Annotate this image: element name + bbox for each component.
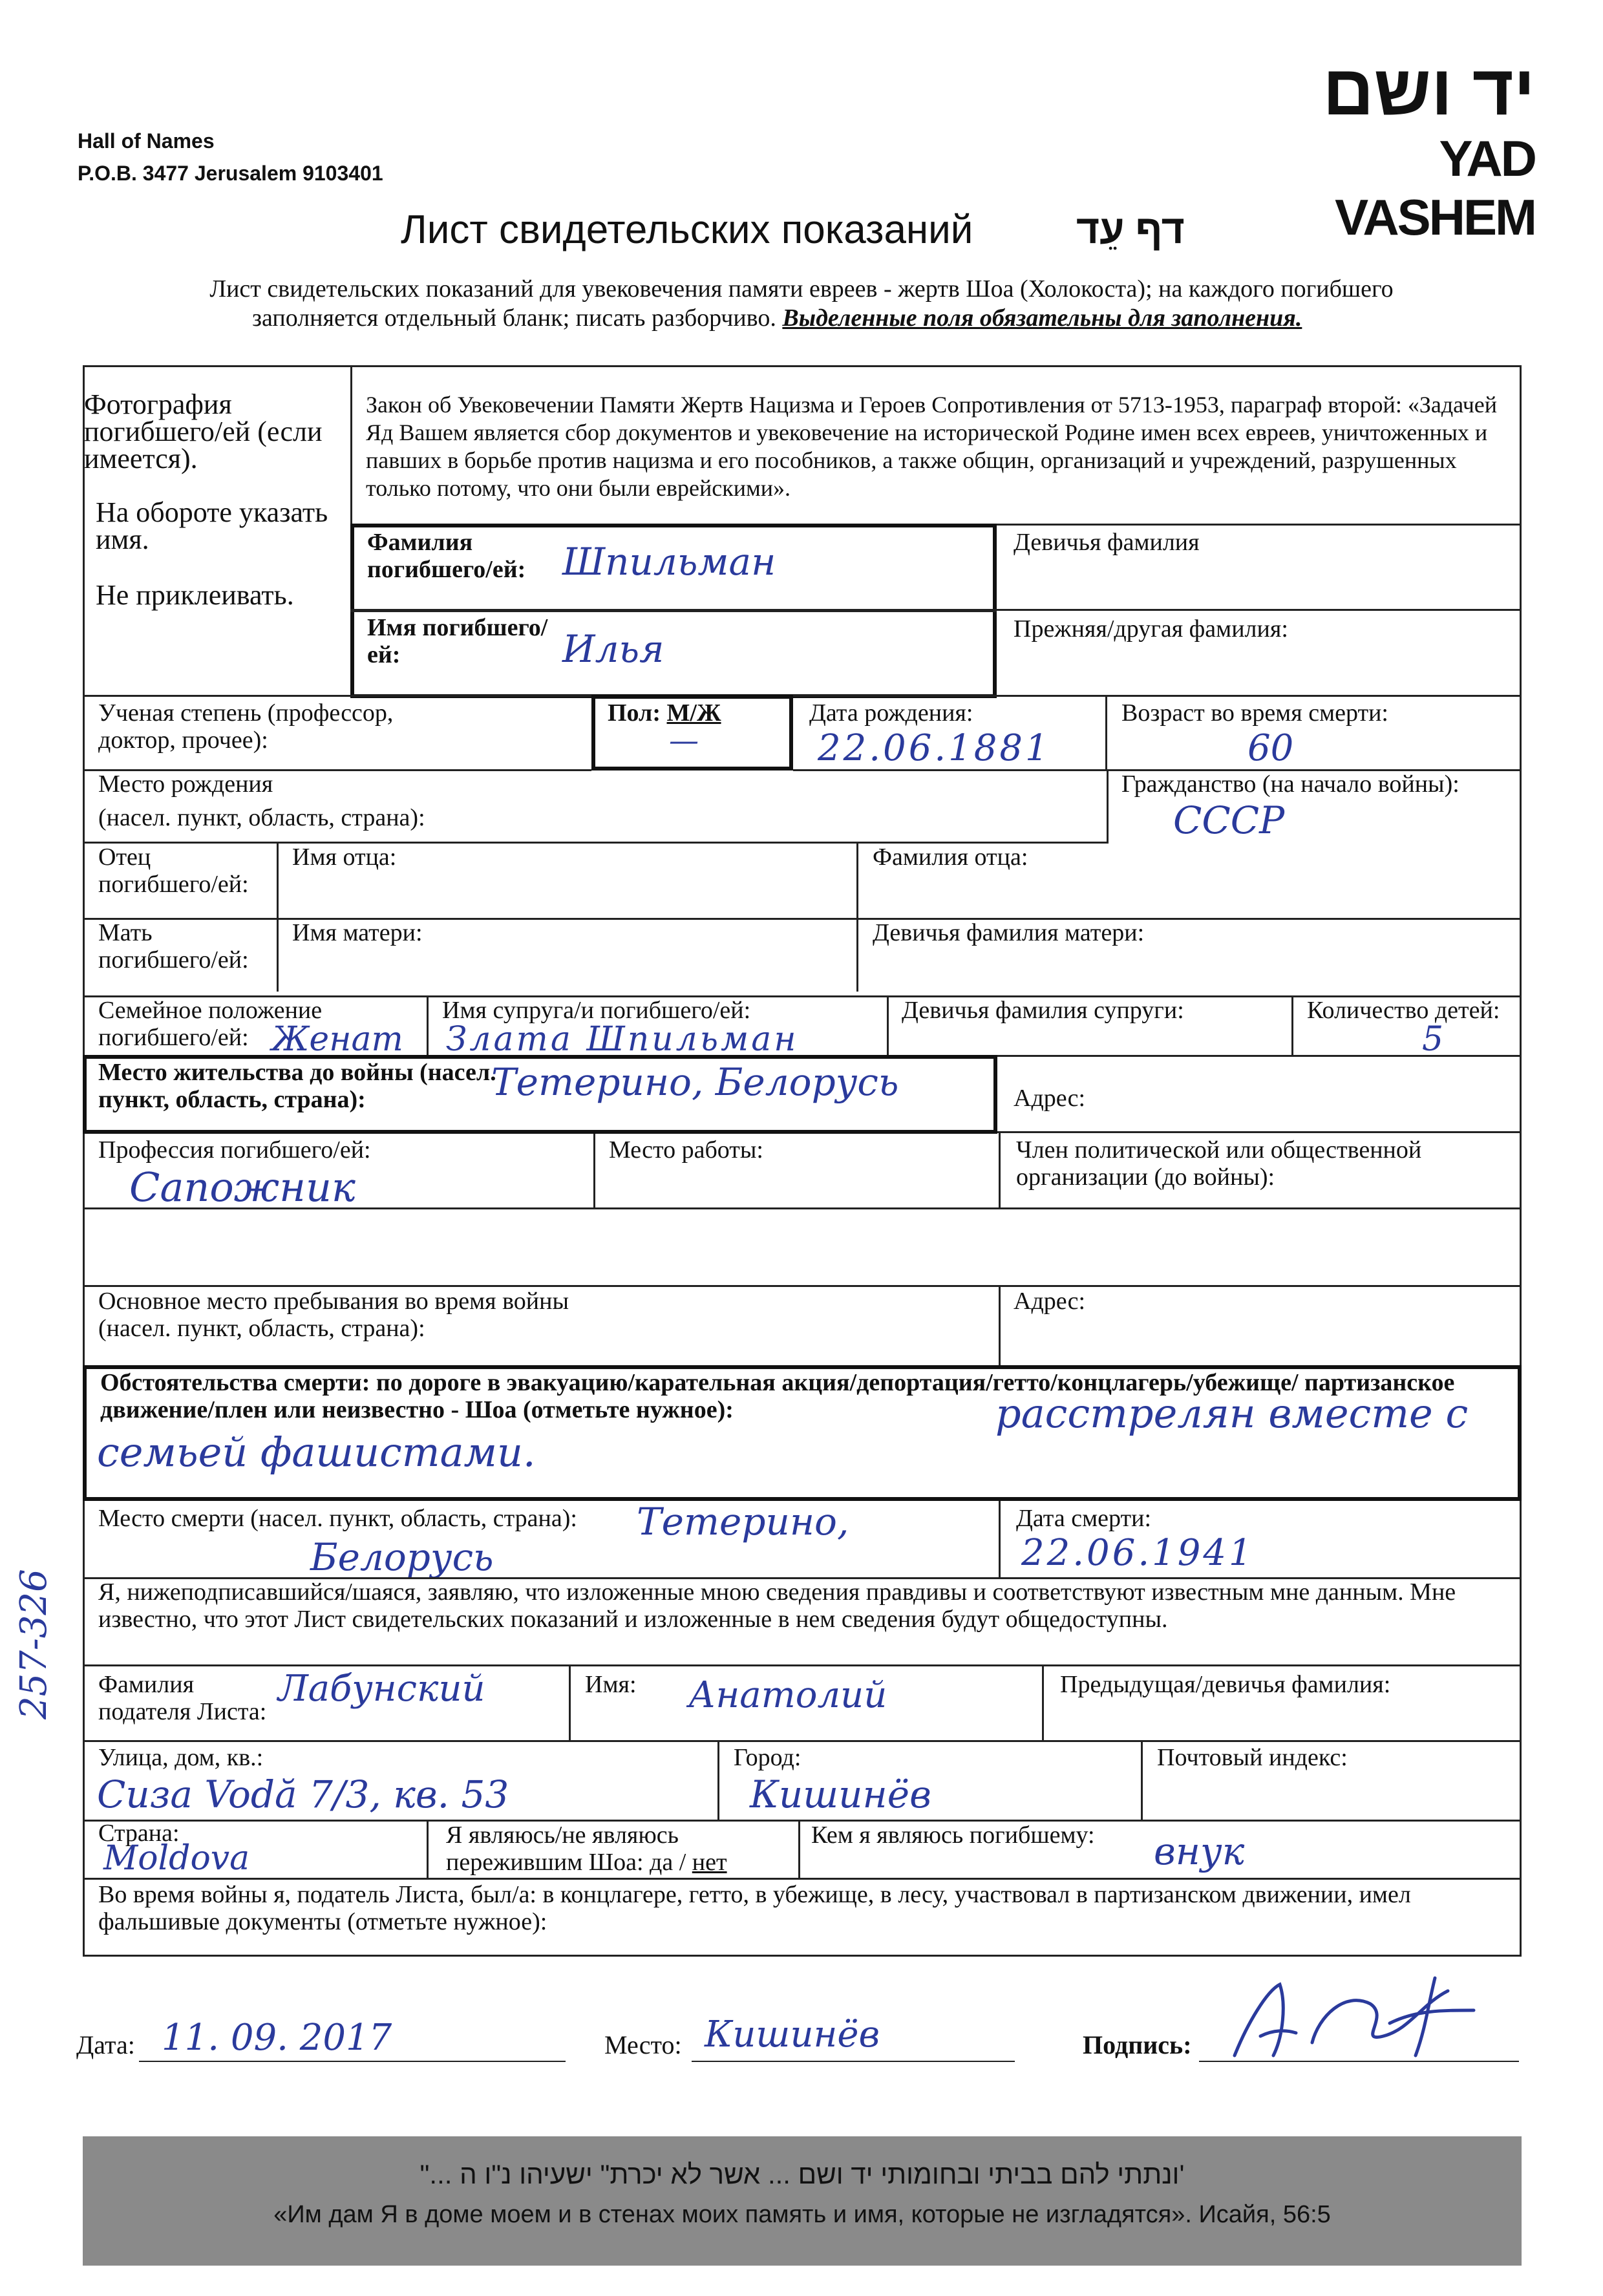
sex-options[interactable]: М/Ж: [666, 699, 721, 727]
dob-value[interactable]: 22.06.1881: [818, 727, 1051, 769]
father-name-label: Имя отца:: [292, 844, 397, 871]
declaration-text: Я, нижеподписавшийся/шаяся, заявляю, что изложенные мною сведения правдивы и соответствуют известным мне данным. Мне известно, что этот Лист свидетельских показаний и изложенные в нем сведения будут общедоступны.: [98, 1578, 1456, 1633]
workplace-label: Место работы:: [609, 1136, 763, 1164]
spouse-name-label: Имя супруга/и погибшего/ей:: [442, 997, 751, 1024]
family-status-label: Семейное положение погибшего/ей:: [98, 997, 323, 1051]
death-place-label: Место смерти (насел. пункт, область, страна):: [98, 1505, 577, 1532]
children-count-value[interactable]: 5: [1422, 1020, 1444, 1059]
family-status-value[interactable]: Женат: [271, 1020, 403, 1059]
survivor-label: Я являюсь/не являюсь пережившим Шоа: да /: [446, 1822, 686, 1876]
submitter-name-value[interactable]: Анатолий: [688, 1674, 887, 1716]
previous-name-label: Прежняя/другая фамилия:: [1014, 615, 1288, 643]
sex-field: [608, 699, 721, 727]
wartime-status-label: Во время войны я, податель Листа, был/а: в концлагере, гетто, в убежище, в лесу, участвовал в партизанском движении, имел фальшивые документы (отметьте нужное):: [98, 1881, 1411, 1935]
signature-label: Подпись:: [1083, 2030, 1192, 2059]
zip-label: Почтовый индекс:: [1157, 1744, 1348, 1771]
death-place-value-1[interactable]: Тетерино,: [637, 1500, 849, 1544]
age-value[interactable]: 60: [1247, 727, 1294, 769]
father-surname-label: Фамилия отца:: [873, 844, 1028, 871]
birthplace-sub-label: (насел. пункт, область, страна):: [98, 804, 425, 831]
spouse-maiden-label: Девичья фамилия супруги:: [902, 997, 1184, 1024]
relation-label: Кем я являюсь погибшему:: [811, 1822, 1095, 1849]
sex-label: Пол:: [608, 699, 661, 727]
death-place-value-2[interactable]: Белорусь: [310, 1535, 494, 1579]
street-value[interactable]: Сиза Vodă 7/3, кв. 53: [97, 1772, 509, 1816]
law-text: Закон об Увековечении Памяти Жертв Нацизма и Героев Сопротивления от 5713-1953, параграф второй: «Задачей Яд Вашем является сбор документов и увековечение на исторической Родине имен всех евреев, уничтоженных и павших в борьбе против нацизма и его пособников, а также общин, организаций и учреждений, разрушенных только потому, что они были еврейскими».: [366, 392, 1498, 501]
org-name: Hall of Names: [78, 129, 215, 153]
margin-note: 257-326: [13, 1569, 55, 1719]
submitter-surname-label: Фамилия подателя Листа:: [98, 1671, 267, 1725]
signature-image: [1222, 1965, 1493, 2075]
membership-label: Член политической или общественной организации (до войны):: [1016, 1136, 1422, 1191]
circumstances-label: Обстоятельства смерти: по дороге в эвакуацию/карательная акция/депортация/гетто/концлагерь/убежище/ партизанское движение/плен или неизвестно - Шоа (отметьте нужное):: [100, 1369, 1455, 1423]
wartime-place-label: Основное место пребывания во время войны (насел. пункт, область, страна):: [98, 1288, 569, 1342]
street-label: Улица, дом, кв.:: [98, 1744, 264, 1771]
date-label: Дата:: [76, 2030, 135, 2059]
children-count-label: Количество детей:: [1307, 997, 1500, 1024]
dob-label: Дата рождения:: [809, 699, 973, 727]
residence-value[interactable]: Тетерино, Белорусь: [491, 1060, 899, 1104]
city-value[interactable]: Кишинёв: [750, 1772, 931, 1816]
date-value[interactable]: 11. 09. 2017: [162, 2017, 392, 2059]
maiden-name-label: Девичья фамилия: [1014, 529, 1200, 556]
intro-emphasis: Выделенные поля обязательны для заполнения.: [782, 304, 1302, 332]
wartime-address-label: Адрес:: [1014, 1288, 1086, 1315]
country-value[interactable]: Moldova: [103, 1839, 250, 1878]
quote-russian: «Им дам Я в доме моем и в стенах моих память и имя, которые не изгладятся». Исайя, 56:5: [273, 2201, 1331, 2228]
intro-text: заполняется отдельный бланк; писать разборчиво.: [252, 304, 776, 332]
photo-label: Фотография погибшего/ей (если имеется).: [84, 388, 323, 474]
profession-label: Профессия погибшего/ей:: [98, 1136, 371, 1164]
place-value[interactable]: Кишинёв: [705, 2014, 880, 2056]
country-label: Страна:: [98, 1820, 180, 1847]
yad-vashem-logo-latin: YAD VASHEM: [1335, 130, 1535, 246]
page-title: Лист свидетельских показаний: [401, 207, 973, 252]
submitter-name-label: Имя:: [585, 1671, 637, 1698]
quote-hebrew: "... ונתתי להם בביתי ובחומותי יד ושם ... אשר לא יכרת" ישעיהו נ"ו ה': [419, 2159, 1185, 2189]
photo-note-no-glue: Не приклеивать.: [96, 579, 294, 611]
submitter-surname-value[interactable]: Лабунский: [278, 1668, 485, 1710]
page-title-hebrew: דף עֵד: [1076, 207, 1185, 252]
victim-surname-value[interactable]: Шпильман: [562, 540, 776, 584]
submitter-prev-label: Предыдущая/девичья фамилия:: [1060, 1671, 1391, 1698]
mother-label: Мать погибшего/ей:: [98, 919, 249, 973]
age-label: Возраст во время смерти:: [1121, 699, 1388, 727]
profession-value[interactable]: Сапожник: [129, 1164, 356, 1211]
death-date-label: Дата смерти:: [1016, 1505, 1152, 1532]
victim-name-value[interactable]: Илья: [562, 627, 664, 671]
father-label: Отец погибшего/ей:: [98, 844, 249, 898]
residence-address-label: Адрес:: [1014, 1085, 1086, 1112]
photo-note-name: На обороте указать имя.: [96, 496, 328, 555]
org-address: P.O.B. 3477 Jerusalem 9103401: [78, 162, 383, 185]
intro-line-1: Лист свидетельских показаний для увековечения памяти евреев - жертв Шоа (Холокоста); на каждого погибшего: [209, 275, 1394, 303]
place-label: Место:: [604, 2030, 682, 2059]
residence-label: Место жительства до войны (насел. пункт, область, страна):: [98, 1059, 496, 1113]
birthplace-label: Место рождения: [98, 771, 273, 798]
mother-name-label: Имя матери:: [292, 919, 423, 946]
spouse-name-value[interactable]: Злата Шпильман: [446, 1020, 799, 1059]
death-date-value[interactable]: 22.06.1941: [1021, 1532, 1255, 1574]
circumstances-value-2[interactable]: семьей фашистами.: [97, 1429, 536, 1476]
relation-value[interactable]: внук: [1154, 1829, 1245, 1873]
victim-name-label: Имя погибшего/ей:: [367, 614, 548, 668]
citizenship-label: Гражданство (на начало войны):: [1121, 771, 1460, 798]
survivor-answer[interactable]: нет: [692, 1849, 727, 1876]
degree-label: Ученая степень (профессор, доктор, прочее):: [98, 699, 394, 754]
yad-vashem-logo-hebrew: יד ושם: [1322, 50, 1535, 130]
survivor-field: [446, 1822, 795, 1876]
circumstances-value-1[interactable]: расстрелян вместе с: [995, 1390, 1469, 1437]
sex-mark: —: [669, 723, 699, 758]
citizenship-value[interactable]: СССР: [1173, 798, 1285, 842]
mother-maiden-label: Девичья фамилия матери:: [873, 919, 1145, 946]
city-label: Город:: [734, 1744, 802, 1771]
intro-line-2: [252, 304, 1302, 332]
victim-surname-label: Фамилия погибшего/ей:: [367, 529, 526, 583]
